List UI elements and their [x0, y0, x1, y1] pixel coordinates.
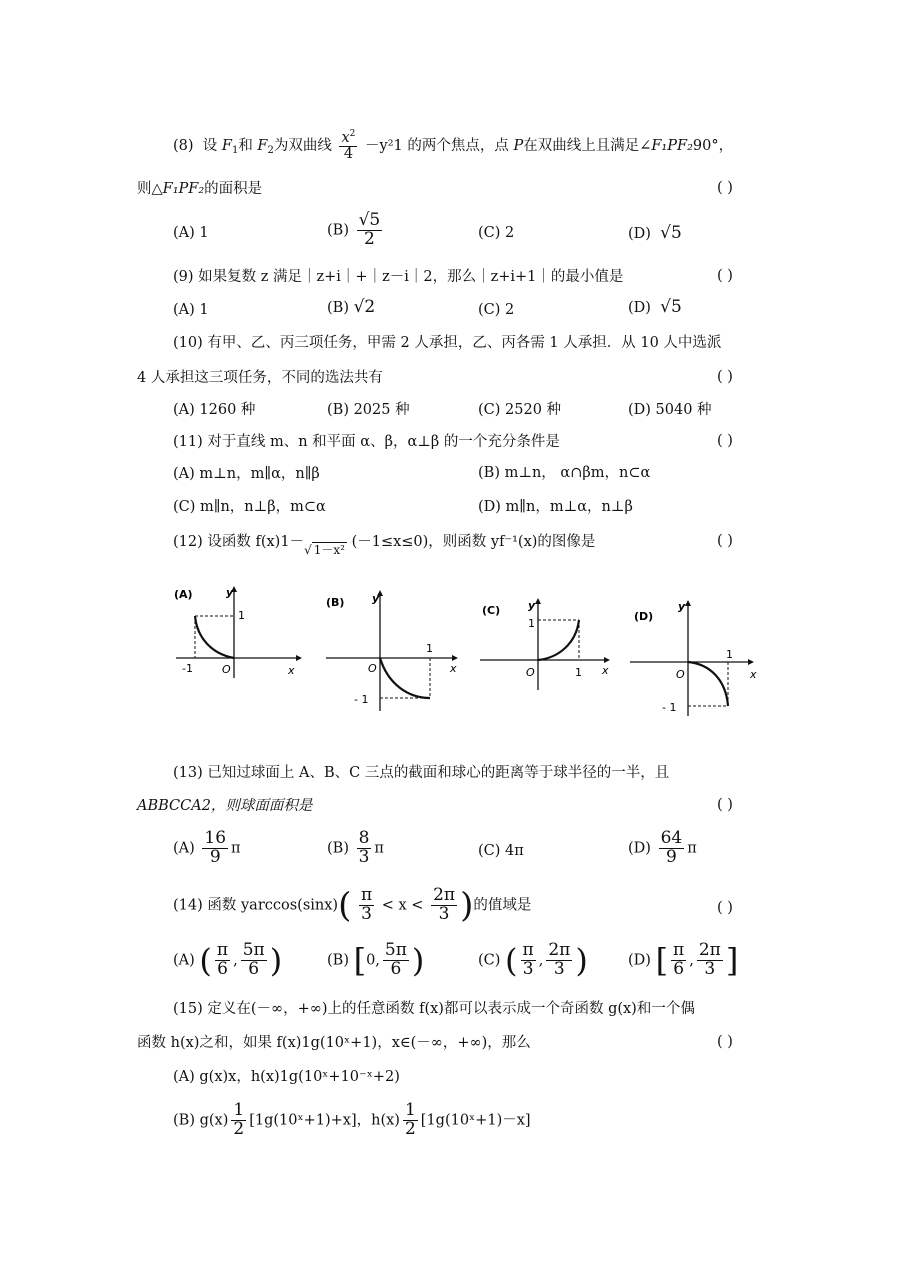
- q15-answer-blank: ( ): [717, 1034, 733, 1050]
- svg-text:-1: -1: [182, 662, 193, 675]
- q13-line1: (13) 已知过球面上 A、B、C 三点的截面和球心的距离等于球半径的一半，且: [173, 765, 670, 781]
- q14-answer-blank: ( ): [717, 900, 733, 916]
- q8-line1: (8) 设 $F_1$和 $F_2$为双曲线 $\frac{x^2}{4}$ －y²1 的两个焦点，点 P在双曲线上且满足∠F₁PF₂90°，: [173, 129, 734, 163]
- q15-option-a: (A) g(x)x，h(x)1g(10ˣ+10⁻ˣ+2): [173, 1069, 400, 1085]
- svg-text:x: x: [602, 664, 609, 677]
- q12-stem: (12) 设函数 $f(x)1-_{√ 1-x^2}$ (－1≤x≤0)，则函数 yf⁻¹(x)的图像是: [173, 534, 596, 557]
- q9-option-b: (B) √2: [327, 297, 376, 317]
- q11-option-a: (A) m⊥n，m∥α，n∥β: [173, 466, 320, 482]
- q10-option-a: (A) 1260 种: [173, 402, 256, 418]
- svg-text:(C): (C): [482, 604, 501, 617]
- q11-option-b: (B) m⊥n， α∩βm，n⊂α: [478, 465, 651, 481]
- q10-option-c: (C) 2520 种: [478, 402, 562, 418]
- q9-answer-blank: ( ): [717, 268, 733, 284]
- q11-option-c: (C) m∥n，n⊥β，m⊂α: [173, 499, 326, 515]
- q8-fraction: $\frac{x^2}{4}$: [341, 129, 356, 163]
- q9-option-a: (A) 1: [173, 302, 209, 318]
- q8-option-a: (A) 1: [173, 225, 209, 241]
- q9-stem: (9) 如果复数 z 满足｜z+i｜+｜z－i｜2，那么｜z+i+1｜的最小值是: [173, 269, 624, 285]
- q8-option-c: (C) 2: [478, 225, 515, 241]
- q9-option-c: (C) 2: [478, 302, 515, 318]
- q15-line1: (15) 定义在(－∞，+∞)上的任意函数 f(x)都可以表示成一个奇函数 g(x)和一个偶: [173, 1001, 695, 1017]
- q11-stem: (11) 对于直线 m、n 和平面 α、β，α⊥β 的一个充分条件是: [173, 434, 560, 450]
- q14-option-b: (B) [0, $\frac{5\pi}{6}$ ): [327, 940, 425, 980]
- svg-text:1: 1: [528, 617, 535, 630]
- svg-text:x: x: [288, 664, 295, 677]
- q10-answer-blank: ( ): [717, 369, 733, 385]
- svg-text:y: y: [372, 592, 380, 605]
- svg-text:- 1: - 1: [354, 693, 369, 706]
- q14-stem: (14) 函数 yarccos(sinx)( $\frac{\pi}{3}$ < x < $\frac{2\pi}{3}$ )的值域是: [173, 885, 532, 926]
- q13-line2: ABBCCA2，则球面面积是: [137, 798, 313, 814]
- svg-text:y: y: [528, 599, 536, 612]
- q9-option-d: (D) √5: [628, 297, 682, 317]
- q15-option-b: (B) g(x) $\frac{1}{2}$ [1g(10ˣ+1)+x]，h(x) $\frac{1}{2}$ [1g(10ˣ+1)－x]: [173, 1100, 531, 1139]
- svg-text:O: O: [222, 663, 231, 676]
- q14-option-d: (D) [ $\frac{\pi}{6}$ , $\frac{2\pi}{3}$ ]: [628, 940, 739, 980]
- q8-answer-blank: ( ): [717, 180, 733, 196]
- q12-answer-blank: ( ): [717, 533, 733, 549]
- q10-option-d: (D) 5040 种: [628, 402, 712, 418]
- q14-option-c: (C) ( $\frac{\pi}{3}$ , $\frac{2\pi}{3}$ ): [478, 940, 588, 980]
- svg-text:O: O: [368, 662, 377, 675]
- svg-text:- 1: - 1: [662, 701, 677, 714]
- q12-graph-b: [322, 586, 462, 716]
- svg-text:1: 1: [726, 648, 733, 661]
- q13-option-a: (A) $\frac{16}{9}$ π: [173, 828, 241, 867]
- svg-text:y: y: [678, 600, 686, 613]
- q10-line2: 4 人承担这三项任务，不同的选法共有: [137, 370, 383, 386]
- q11-option-d: (D) m∥n，m⊥α，n⊥β: [478, 499, 633, 515]
- svg-text:1: 1: [238, 609, 245, 622]
- svg-text:x: x: [450, 662, 457, 675]
- svg-text:O: O: [676, 668, 685, 681]
- q12-graph-c: [476, 594, 616, 694]
- q12-graph-a: [170, 582, 305, 682]
- svg-text:1: 1: [426, 642, 433, 655]
- svg-text:x: x: [750, 668, 757, 681]
- q12-graph-d: [626, 596, 761, 721]
- q8-line2: 则△F₁PF₂的面积是: [137, 181, 263, 197]
- svg-text:(D): (D): [634, 610, 654, 623]
- q15-line2: 函数 h(x)之和，如果 f(x)1g(10ˣ+1)，x∈(－∞，+∞)，那么: [137, 1035, 531, 1051]
- q14-option-a: (A) ( $\frac{\pi}{6}$ , $\frac{5\pi}{6}$ ): [173, 940, 283, 980]
- q13-option-b: (B) $\frac{8}{3}$ π: [327, 828, 384, 867]
- q13-option-d: (D) $\frac{64}{9}$ π: [628, 828, 697, 867]
- q8-option-d: (D) √5: [628, 223, 682, 243]
- svg-text:(B): (B): [326, 596, 345, 609]
- q8-option-b: (B) $\frac{√5}{2}$: [327, 210, 381, 249]
- q13-answer-blank: ( ): [717, 797, 733, 813]
- q10-line1: (10) 有甲、乙、丙三项任务，甲需 2 人承担，乙、丙各需 1 人承担．从 10 人中选派: [173, 335, 722, 351]
- svg-text:O: O: [526, 666, 535, 679]
- svg-text:1: 1: [575, 666, 582, 679]
- q10-option-b: (B) 2025 种: [327, 402, 410, 418]
- q11-answer-blank: ( ): [717, 433, 733, 449]
- svg-text:y: y: [226, 586, 234, 599]
- graph-a-label: (A): [174, 588, 193, 601]
- q13-option-c: (C) 4π: [478, 843, 524, 859]
